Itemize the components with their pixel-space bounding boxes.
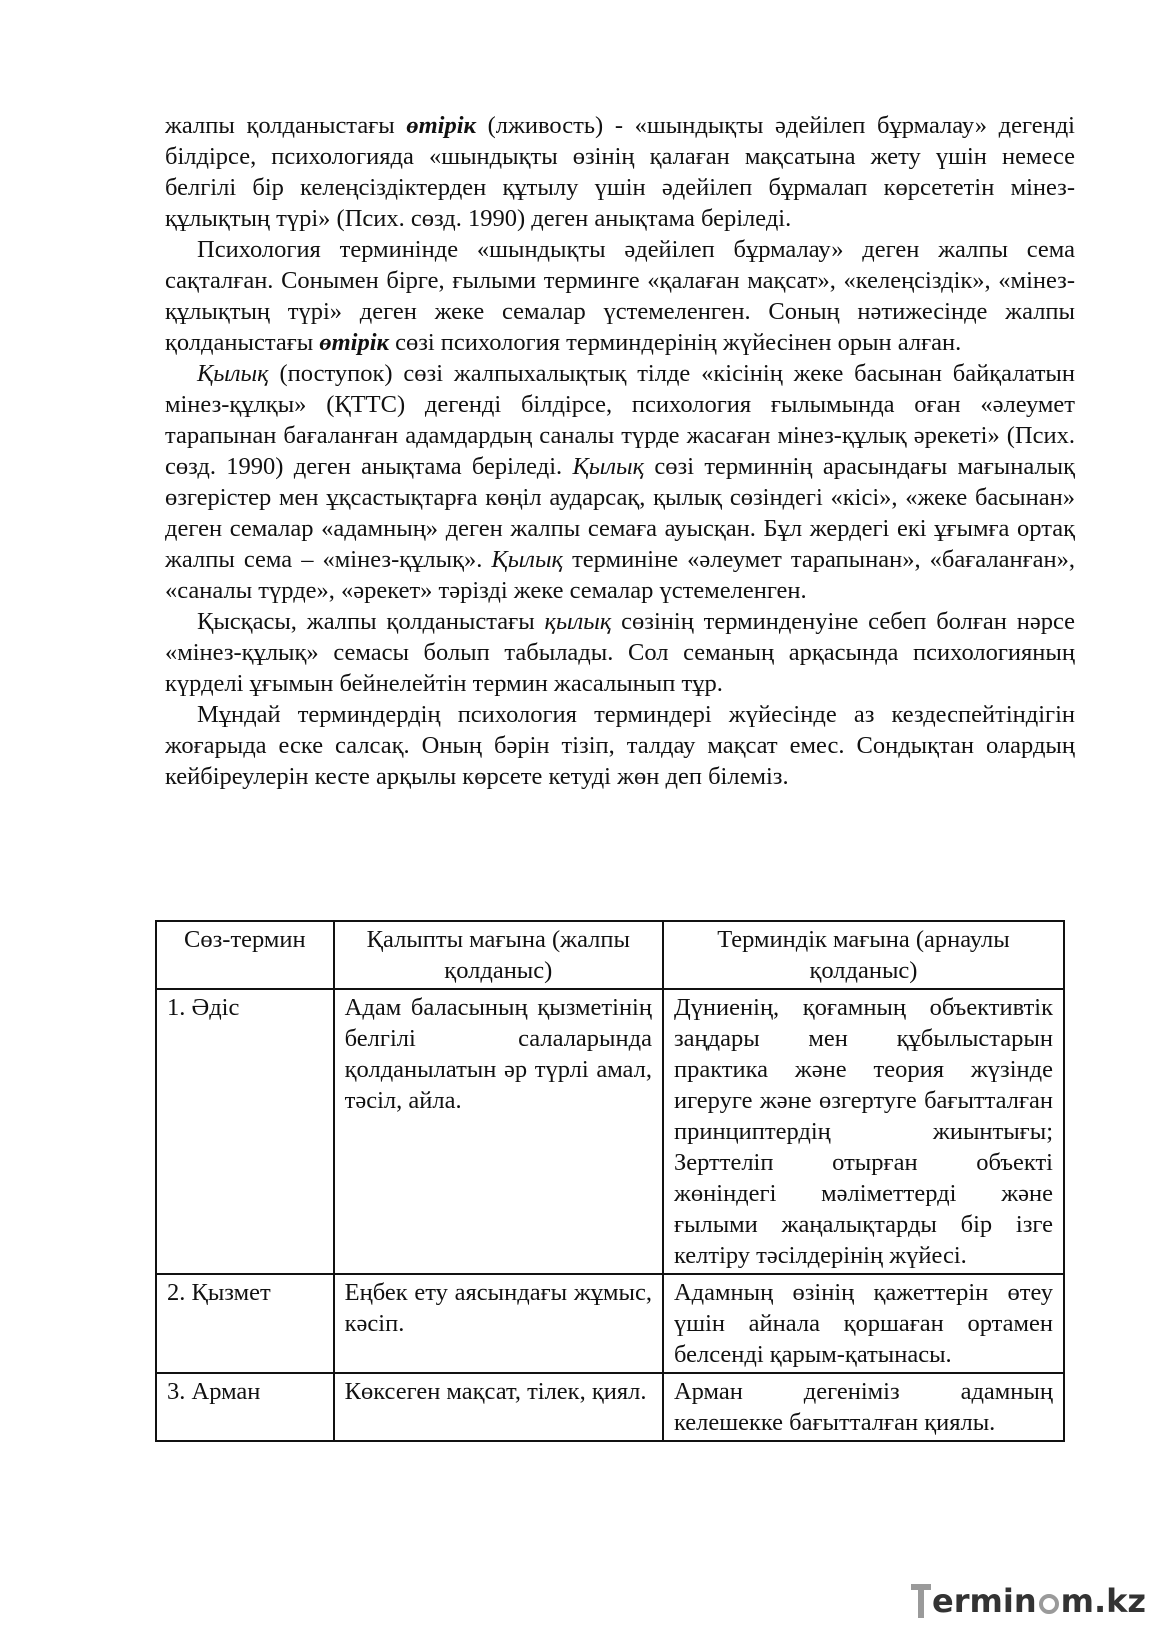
- termincom-watermark-logo: ermin m.kz: [911, 1579, 1146, 1623]
- column-header-special: Терминдік мағына (арнаулы қолданыс): [663, 921, 1064, 989]
- table-header-row: [156, 921, 1064, 989]
- term-otirik: өтірік: [319, 329, 389, 356]
- cell-special: Арман дегеніміз адамның келешекке бағытталған қиялы.: [663, 1373, 1064, 1441]
- term-qylyq: қылық: [544, 608, 612, 635]
- cell-term: 3. Арман: [156, 1373, 334, 1441]
- column-header-general: Қалыпты мағына (жалпы қолданыс): [334, 921, 663, 989]
- term-otirik: өтірік: [406, 112, 476, 139]
- table-row: [156, 989, 1064, 1274]
- body-text: [165, 110, 1075, 792]
- paragraph-4: Қысқасы, жалпы қолданыстағы қылық сөзінің терминденуіне себеп болған нәрсе «мінез-құлық» семасы болып табылады. Сол семаның арқасында психологияның күрделі ұғымын бейнелейтін термин жасалынып тұр.: [165, 608, 1075, 697]
- logo-o-icon: [1039, 1594, 1059, 1614]
- logo-t-icon: [911, 1582, 931, 1620]
- cell-term: 1. Әдіс: [156, 989, 334, 1274]
- paragraph-3: Қылық (поступок) сөзі жалпыхалықтық тілде «кісінің жеке басынан байқалатын мінез-құлқы» (ҚТТС) дегенді білдірсе, психология ғылымында оған «әлеумет тарапынан бағаланған адамдардың саналы түрде жасаған мінез-құлық әрекеті» (Псих. сөзд. 1990) деген анықтама беріледі. Қылық сөзі терминнің арасындағы мағыналық өзгерістер мен ұқсастықтарға көңіл аударсақ, қылық сөзіндегі «кісі», «жеке басынан» деген семалар «адамның» деген жалпы семаға ауысқан. Бұл жердегі екі ұғымға ортақ жалпы сема – «мінез-құлық». Қылық терминіне «әлеумет тарапынан», «бағаланған», «саналы түрде», «әрекет» тәрізді жеке семалар үстемеленген.: [165, 360, 1076, 604]
- cell-general: Көксеген мақсат, тілек, қиял.: [334, 1373, 663, 1441]
- terms-table: [155, 920, 1065, 1442]
- term-qylyq: Қылық: [197, 360, 269, 387]
- cell-special: Адамның өзінің қажеттерін өтеу үшін айнала қоршаған ортамен белсенді қарым-қатынасы.: [663, 1274, 1064, 1373]
- cell-general: Адам баласының қызметінің белгілі салаларында қолданылатын әр түрлі амал, тәсіл, айла.: [334, 989, 663, 1274]
- cell-special: Дүниенің, қоғамның объективтік заңдары мен құбылыстарын практика және теория жүзінде игеруге және өзгертуге бағытталған принциптердің жиынтығы; Зерттеліп отырған объекті жөніндегі мәліметтерді және ғылыми жаңалықтарды бір ізге келтіру тәсілдерінің жүйесі.: [663, 989, 1064, 1274]
- paragraph-1: жалпы қолданыстағы өтірік (лживость) - «шындықты әдейілеп бұрмалау» дегенді білдірсе, психологияда «шындықты өзінің қалаған мақсатына жету үшін немесе белгілі бір келеңсіздіктерден құтылу үшін әдейілеп бұрмалап көрсететін мінез-құлықтың түрі» (Псих. сөзд. 1990) деген анықтама беріледі.: [165, 112, 1075, 232]
- cell-general: Еңбек ету аясындағы жұмыс, кәсіп.: [334, 1274, 663, 1373]
- table-row: [156, 1373, 1064, 1441]
- column-header-term: Сөз-термин: [156, 921, 334, 989]
- paragraph-5: Мұндай терминдердің психология терминдері жүйесінде аз кездеспейтіндігін жоғарыда еске салсақ. Оның бәрін тізіп, талдау мақсат емес. Сондықтан олардың кейбіреулерін кесте арқылы көрсете кетуді жөн деп білеміз.: [165, 701, 1075, 790]
- paragraph-2: Психология терминінде «шындықты әдейілеп бұрмалау» деген жалпы сема сақталған. Сонымен бірге, ғылыми терминге «қалаған мақсат», «келеңсіздік», «мінез-құлықтың түрі» деген жеке семалар үстемеленген. Соның нәтижесінде жалпы қолданыстағы өтірік сөзі психология терминдерінің жүйесінен орын алған.: [165, 236, 1075, 356]
- table-row: [156, 1274, 1064, 1373]
- term-qylyq: Қылық: [491, 546, 564, 573]
- term-qylyq: Қылық: [572, 453, 645, 480]
- cell-term: 2. Қызмет: [156, 1274, 334, 1373]
